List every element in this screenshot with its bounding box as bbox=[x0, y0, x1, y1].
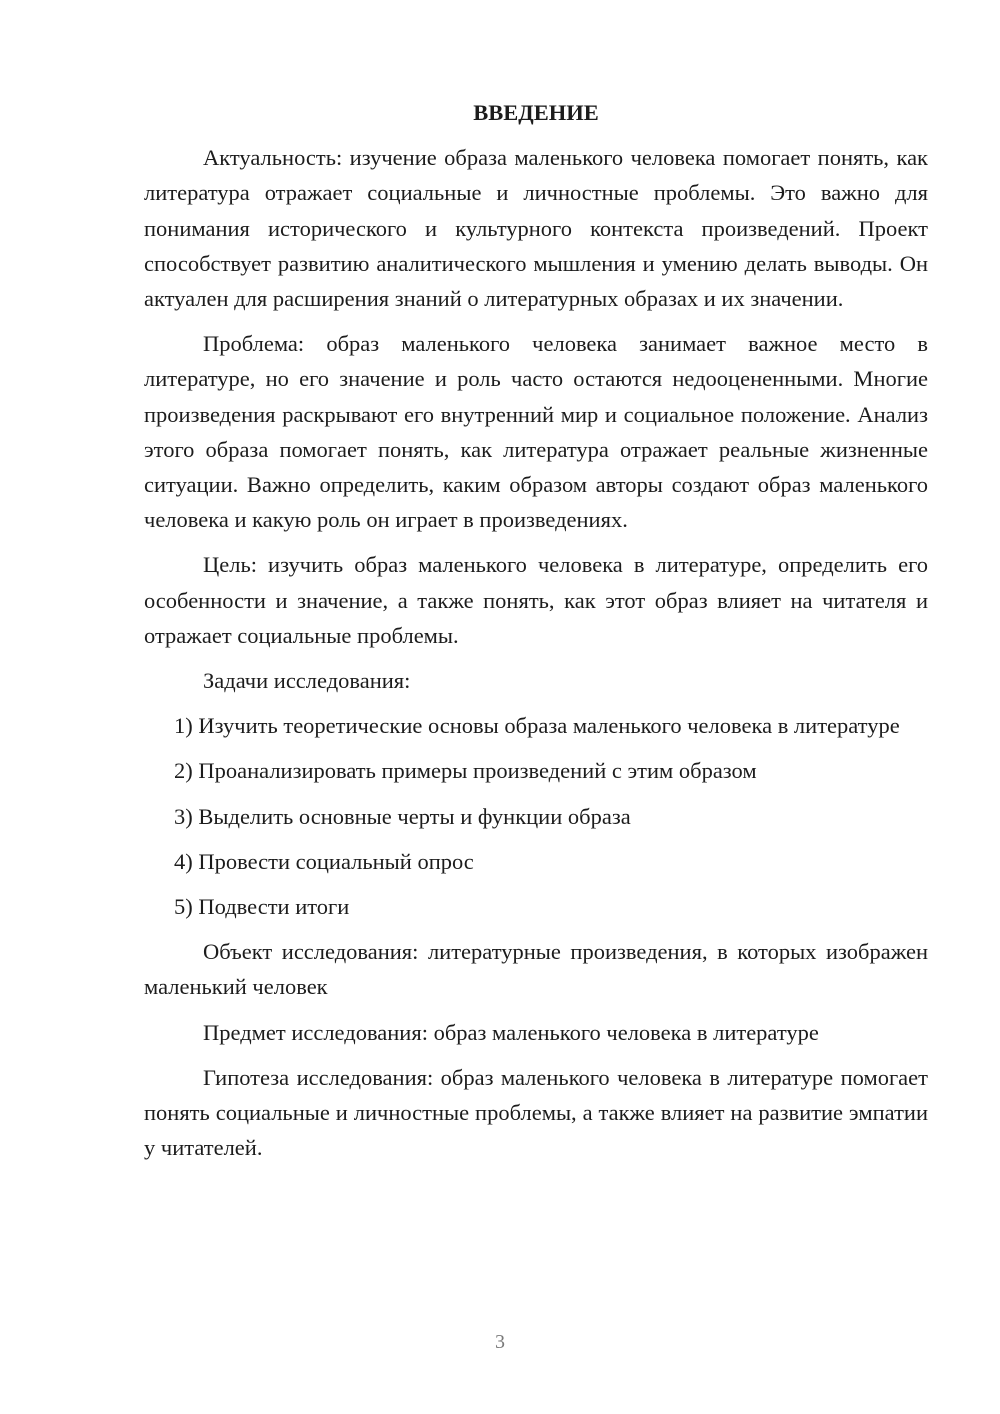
section-heading: ВВЕДЕНИЕ bbox=[473, 100, 599, 125]
list-item: 5) Подвести итоги bbox=[174, 894, 350, 920]
list-item: 3) Выделить основные черты и функции образа bbox=[174, 803, 631, 829]
list-item: 1) Изучить теоретические основы образа маленького человека в литературе bbox=[174, 713, 900, 739]
tasks-list bbox=[144, 708, 928, 924]
goal-paragraph: Цель: изучить образ маленького человека в литературе, определить его особенности и значение, а также понять, как этот образ влияет на читателя и отражает социальные проблемы. bbox=[144, 552, 928, 648]
object-paragraph: Объект исследования: литературные произведения, в которых изображен маленький человек bbox=[144, 939, 928, 1000]
list-item: 4) Провести социальный опрос bbox=[174, 848, 474, 874]
tasks-title: Задачи исследования: bbox=[203, 668, 411, 694]
page-content bbox=[144, 95, 928, 1175]
subject-paragraph: Предмет исследования: образ маленького человека в литературе bbox=[203, 1019, 819, 1045]
list-item: 2) Проанализировать примеры произведений с этим образом bbox=[174, 758, 757, 784]
problem-paragraph: Проблема: образ маленького человека занимает важное место в литературе, но его значение и роль часто остаются недооцененными. Многие произведения раскрывают его внутренний мир и социальное положение. Анализ этого образа помогает понять, как литература отражает реальные жизненные ситуации. Важно определить, каким образом авторы создают образ маленького человека и какую роль он играет в произведениях. bbox=[144, 331, 928, 533]
page-number: 3 bbox=[495, 1331, 505, 1353]
relevance-paragraph: Актуальность: изучение образа маленького человека помогает понять, как литература отражает социальные и личностные проблемы. Это важно для понимания исторического и культурного контекста произведений. Проект способствует развитию аналитического мышления и умению делать выводы. Он актуален для расширения знаний о литературных образах и их значении. bbox=[144, 145, 928, 312]
hypothesis-paragraph: Гипотеза исследования: образ маленького человека в литературе помогает понять социальные и личностные проблемы, а также влияет на развитие эмпатии у читателей. bbox=[144, 1064, 928, 1161]
